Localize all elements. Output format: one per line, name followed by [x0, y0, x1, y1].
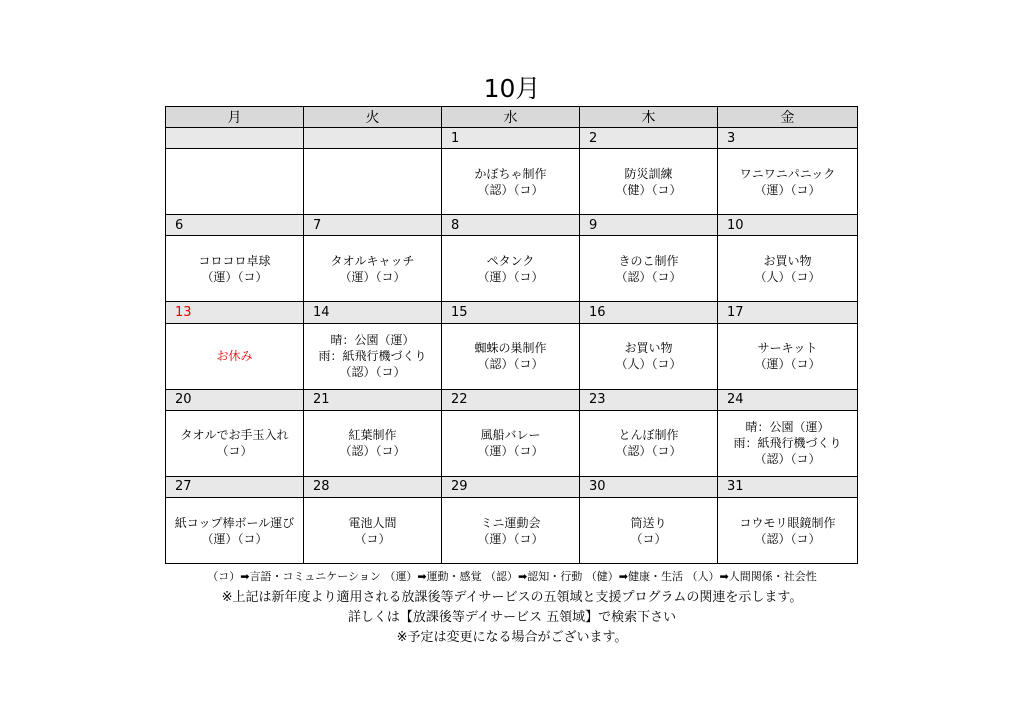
domain-legend: （コ）➡言語・コミュニケーション （運）➡運動・感覚 （認）➡認知・行動 （健）➡健康・生活 （人）➡人間関係・社会性: [207, 570, 817, 583]
event-cell: [442, 498, 580, 564]
weekday-header-row: [166, 107, 858, 128]
event-line: タオルキャッチ: [330, 253, 415, 268]
date-number: [304, 128, 442, 149]
event-cell: [442, 410, 580, 476]
weekday-header: 水: [442, 107, 580, 128]
date-row: [166, 302, 858, 323]
event-cell: [166, 323, 304, 389]
event-line: コロコロ卓球: [198, 253, 271, 268]
event-line: コウモリ眼鏡制作: [739, 515, 836, 530]
event-cell: [718, 410, 858, 476]
date-number: 6: [166, 215, 304, 236]
event-line: （認）（コ）: [615, 269, 682, 284]
date-number: 13: [166, 302, 304, 323]
event-cell: [442, 236, 580, 302]
date-number: 20: [166, 389, 304, 410]
event-line: （認）（コ）: [477, 182, 544, 197]
event-line: （コ）: [630, 531, 667, 546]
event-line: 紅葉制作: [348, 428, 397, 443]
weekday-header: 木: [580, 107, 718, 128]
date-number: 24: [718, 389, 858, 410]
event-cell: [304, 410, 442, 476]
event-line: （認）（コ）: [339, 444, 406, 459]
event-line: 筒送り: [630, 515, 667, 530]
date-row: [166, 215, 858, 236]
event-line: （認）（コ）: [754, 452, 821, 467]
date-number: 28: [304, 476, 442, 497]
event-line: 蜘蛛の巣制作: [474, 341, 547, 356]
event-line: （運）（コ）: [201, 531, 268, 546]
event-line: （運）（コ）: [477, 269, 544, 284]
event-cell: [580, 498, 718, 564]
event-line: （運）（コ）: [754, 182, 821, 197]
date-number: 27: [166, 476, 304, 497]
event-cell: [718, 236, 858, 302]
event-line: 晴：公園（運）: [330, 333, 415, 348]
event-cell: [442, 149, 580, 215]
event-line: お買い物: [624, 341, 673, 356]
event-line: （運）（コ）: [201, 269, 268, 284]
event-line: 雨：紙飛行機づくり: [733, 436, 842, 451]
event-line: （認）（コ）: [615, 444, 682, 459]
event-line: 電池人間: [348, 515, 397, 530]
event-cell: [304, 323, 442, 389]
note-line: ※予定は変更になる場合がございます。: [396, 630, 628, 645]
date-row: [166, 476, 858, 497]
event-line: （人）（コ）: [754, 269, 821, 284]
event-cell: [166, 410, 304, 476]
event-cell: [304, 149, 442, 215]
date-row: [166, 389, 858, 410]
event-line: かぼちゃ制作: [474, 166, 547, 181]
event-cell: [304, 236, 442, 302]
date-number: 16: [580, 302, 718, 323]
weekday-header: 火: [304, 107, 442, 128]
event-line: タオルでお手玉入れ: [180, 428, 289, 443]
weekday-header: 月: [166, 107, 304, 128]
event-line: （コ）: [354, 531, 391, 546]
event-cell: [304, 498, 442, 564]
event-line: （人）（コ）: [615, 357, 682, 372]
event-row: [166, 149, 858, 215]
event-row: [166, 410, 858, 476]
event-line: とんぼ制作: [618, 428, 679, 443]
event-line: （健）（コ）: [615, 182, 682, 197]
event-cell: [442, 323, 580, 389]
note-line: 詳しくは【放課後等デイサービス 五領域】で検索下さい: [347, 610, 677, 625]
event-line: ペタンク: [486, 253, 535, 268]
event-line: （認）（コ）: [754, 531, 821, 546]
event-cell: [166, 236, 304, 302]
date-number: 17: [718, 302, 858, 323]
date-number: 30: [580, 476, 718, 497]
event-cell: [718, 149, 858, 215]
event-line: ミニ運動会: [480, 515, 541, 530]
date-number: 9: [580, 215, 718, 236]
date-number: 29: [442, 476, 580, 497]
event-cell: [718, 498, 858, 564]
note-line: ※上記は新年度より適用される放課後等デイサービスの五領域と支援プログラムの関連を示します。: [221, 590, 803, 605]
event-cell: [580, 236, 718, 302]
date-number: 10: [718, 215, 858, 236]
weekday-header: 金: [718, 107, 858, 128]
event-cell: [166, 498, 304, 564]
event-cell: [718, 323, 858, 389]
date-number: 7: [304, 215, 442, 236]
date-number: 1: [442, 128, 580, 149]
date-number: 21: [304, 389, 442, 410]
date-number: 15: [442, 302, 580, 323]
event-line: （運）（コ）: [477, 444, 544, 459]
date-number: [166, 128, 304, 149]
event-line: 雨：紙飛行機づくり: [318, 349, 427, 364]
event-line: 紙コップ棒ボール運び: [174, 515, 295, 530]
date-number: 8: [442, 215, 580, 236]
event-line: （運）（コ）: [754, 357, 821, 372]
event-line: サーキット: [757, 341, 818, 356]
event-line: （運）（コ）: [339, 269, 406, 284]
event-cell: [166, 149, 304, 215]
date-number: 2: [580, 128, 718, 149]
event-cell: [580, 323, 718, 389]
event-line: ワニワニパニック: [739, 166, 836, 181]
date-number: 14: [304, 302, 442, 323]
date-number: 31: [718, 476, 858, 497]
monthly-calendar: [165, 106, 858, 564]
event-line: （運）（コ）: [477, 531, 544, 546]
event-line: 防災訓練: [624, 166, 673, 181]
date-number: 22: [442, 389, 580, 410]
event-line: お買い物: [763, 253, 812, 268]
event-cell: [580, 410, 718, 476]
event-line: （コ）: [216, 444, 253, 459]
date-row: [166, 128, 858, 149]
event-line: 風船バレー: [480, 428, 541, 443]
calendar-title: 10月: [483, 74, 541, 103]
event-line: （認）（コ）: [339, 365, 406, 380]
event-row: [166, 498, 858, 564]
event-row: [166, 323, 858, 389]
event-line: きのこ制作: [618, 253, 679, 268]
date-number: 3: [718, 128, 858, 149]
event-cell: [580, 149, 718, 215]
event-row: [166, 236, 858, 302]
event-line: 晴：公園（運）: [745, 420, 830, 435]
event-line: お休み: [216, 349, 253, 364]
date-number: 23: [580, 389, 718, 410]
event-line: （認）（コ）: [477, 357, 544, 372]
notes: [0, 588, 1024, 648]
